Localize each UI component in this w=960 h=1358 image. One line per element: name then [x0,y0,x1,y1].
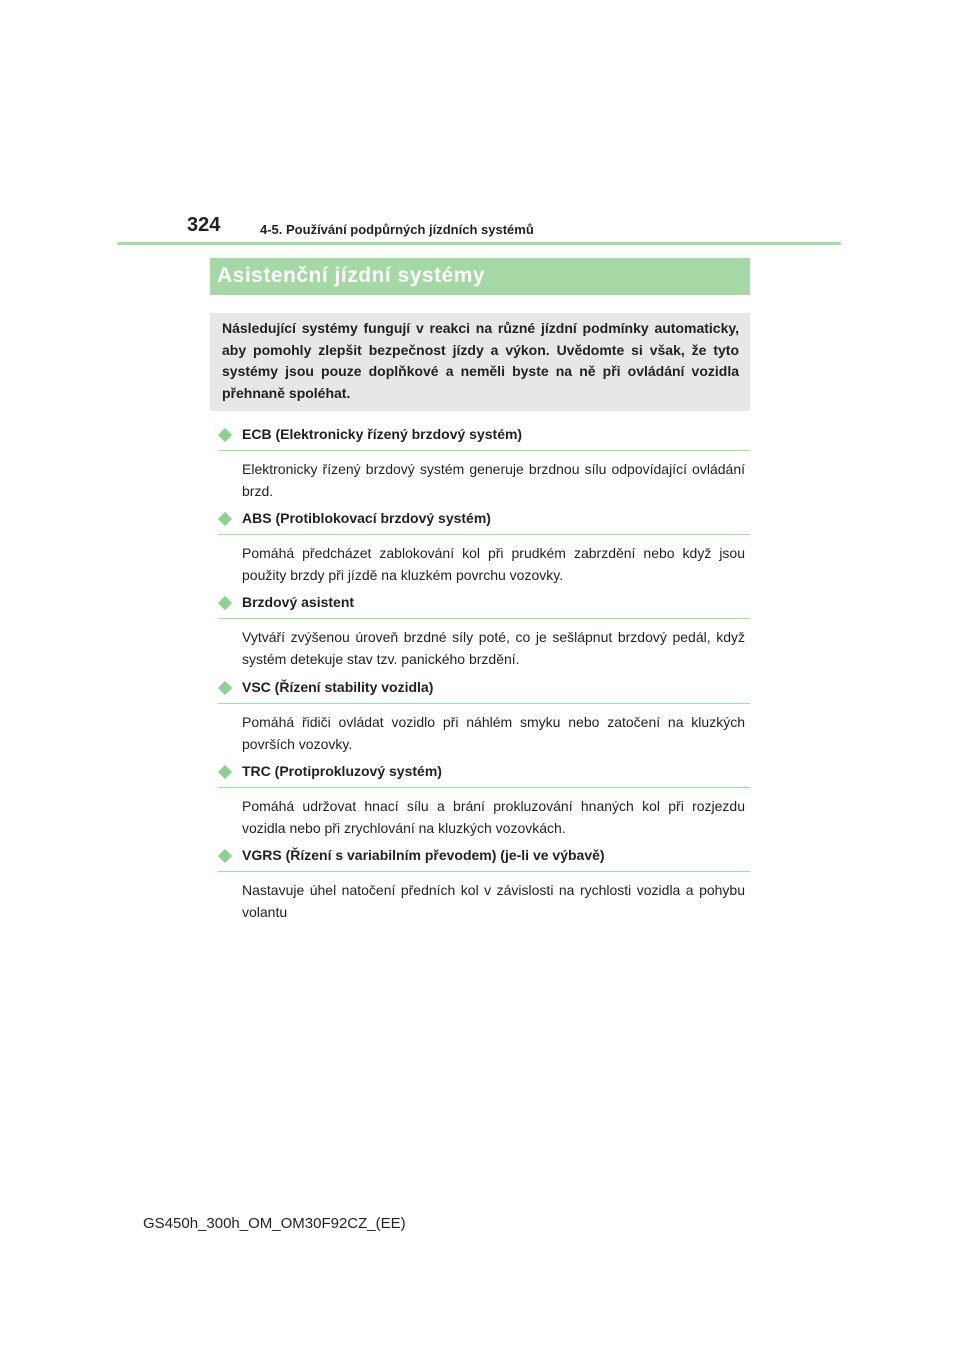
item-title: VSC (Řízení stability vozidla) [242,679,434,695]
page-number: 324 [187,214,221,236]
diamond-bullet-icon [218,596,232,610]
diamond-bullet-icon [218,849,232,863]
item-description: Pomáhá předcházet zablokování kol při prudkém zabrzdění nebo když jsou použity brzdy při jízdě na kluzkém povrchu vozovky. [242,545,745,583]
list-item [218,510,750,586]
item-heading [218,594,750,619]
diamond-bullet-icon [218,765,232,779]
diamond-bullet-icon [218,681,232,695]
diamond-bullet-icon [218,512,232,526]
item-heading [218,847,750,872]
item-heading [218,510,750,535]
item-description: Nastavuje úhel natočení předních kol v závislosti na rychlosti vozidla a pohybu volantu [242,882,745,920]
diamond-bullet-icon [218,428,232,442]
list-item [218,763,750,839]
item-description: Elektronicky řízený brzdový systém generuje brzdnou sílu odpovídající ovládání brzd. [242,461,745,499]
intro-text: Následující systémy fungují v reakci na různé jízdní podmínky automaticky, aby pomohly zlepšit bezpečnost jízdy a výkon. Uvědomte si však, že tyto systémy jsou pouze doplňkové a neměli byste na ně při ovládání vozidla přehnaně spoléhat. [222,320,739,401]
item-heading [218,679,750,704]
list-item [218,847,750,923]
header-divider [118,242,841,245]
item-description: Pomáhá udržovat hnací sílu a brání prokluzování hnaných kol při rozjezdu vozidla nebo při zrychlování na kluzkých vozovkách. [242,798,745,836]
list-item [218,426,750,502]
item-heading [218,763,750,788]
list-item [218,594,750,670]
section-banner [210,258,750,295]
list-item [218,679,750,755]
intro-box [210,313,750,411]
item-heading [218,426,750,451]
document-code: GS450h_300h_OM_OM30F92CZ_(EE) [143,1215,406,1232]
item-title: ECB (Elektronicky řízený brzdový systém) [242,426,523,442]
item-title: VGRS (Řízení s variabilním převodem) (je-li ve výbavě) [242,847,605,863]
item-title: TRC (Protiprokluzový systém) [242,763,442,779]
chapter-title: 4-5. Používání podpůrných jízdních systémů [260,222,534,237]
item-description: Vytváří zvýšenou úroveň brzdné síly poté, co je sešlápnut brzdový pedál, když systém detekuje stav tzv. panického brzdění. [242,629,745,667]
item-description: Pomáhá řidiči ovládat vozidlo při náhlém smyku nebo zatočení na kluzkých površích vozovky. [242,714,745,752]
section-title: Asistenční jízdní systémy [217,264,486,287]
item-title: Brzdový asistent [242,594,355,610]
item-title: ABS (Protiblokovací brzdový systém) [242,510,491,526]
